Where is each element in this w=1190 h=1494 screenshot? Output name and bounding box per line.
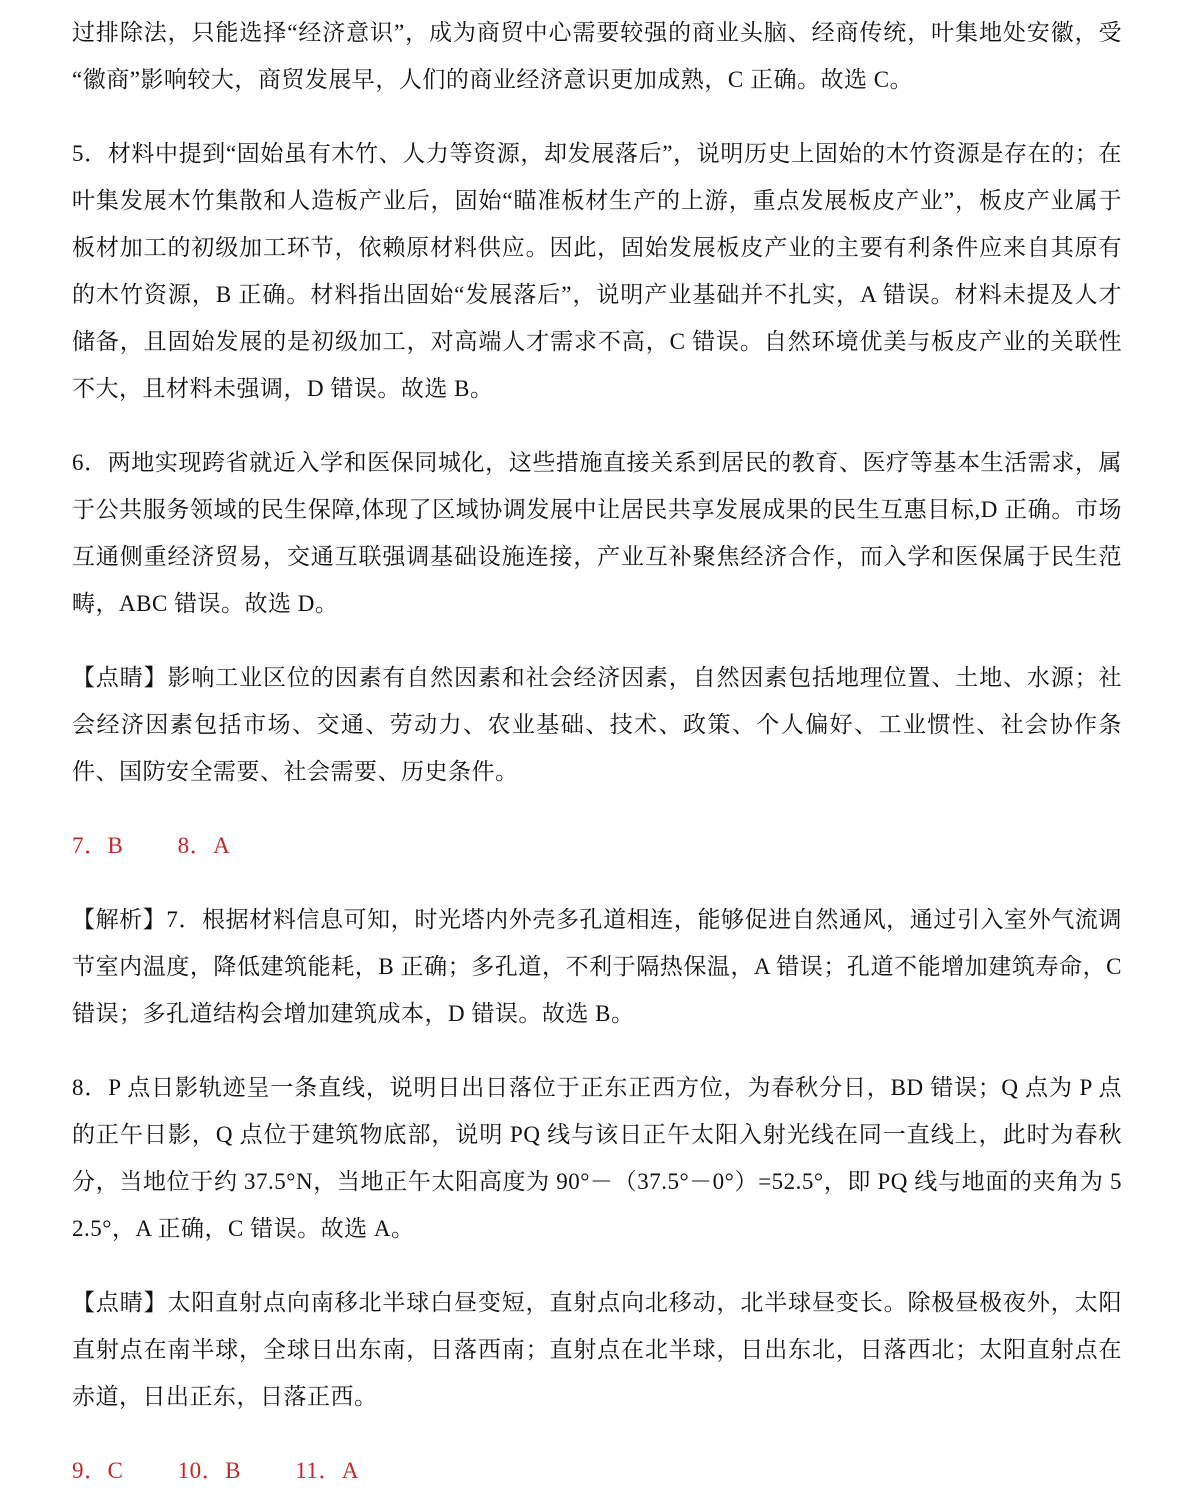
answer-q10: 10．B bbox=[177, 1458, 241, 1483]
paragraph-q7-explanation: 【解析】7．根据材料信息可知，时光塔内外壳多孔道相连，能够促进自然通风，通过引入室外气流调节室内温度，降低建筑能耗，B 正确；多孔道，不利于隔热保温，A 错误；孔道不能增加建筑寿命，C 错误；多孔道结构会增加建筑成本，D 错误。故选 B。 bbox=[72, 907, 1122, 1026]
paragraph-dianjing-sun-declination: 【点睛】太阳直射点向南移北半球白昼变短，直射点向北移动，北半球昼变长。除极昼极夜外，太阳直射点在南半球，全球日出东南，日落西南；直射点在北半球，日出东北，日落西北；太阳直射点在赤道，日出正东，日落正西。 bbox=[72, 1290, 1122, 1409]
paragraph-q4-explanation-continuation: 过排除法，只能选择“经济意识”，成为商贸中心需要较强的商业头脑、经商传统，叶集地处安徽，受“徽商”影响较大，商贸发展早，人们的商业经济意识更加成熟，C 正确。故选 C。 bbox=[72, 20, 1122, 92]
answer-q8: 8．A bbox=[177, 833, 231, 858]
paragraph-q5-explanation: 5．材料中提到“固始虽有木竹、人力等资源，却发展落后”，说明历史上固始的木竹资源是存在的；在叶集发展木竹集散和人造板产业后，固始“瞄准板材生产的上游，重点发展板皮产业”，板皮产业属于板材加工的初级加工环节，依赖原材料供应。因此，固始发展板皮产业的主要有利条件应来自其原有的木竹资源，B 正确。材料指出固始“发展落后”，说明产业基础并不扎实，A 错误。材料未提及人才储备，且固始发展的是初级加工，对高端人才需求不高，C 错误。自然环境优美与板皮产业的关联性不大，且材料未强调，D 错误。故选 B。 bbox=[72, 141, 1122, 401]
answer-line-9-10-11 bbox=[72, 1447, 1122, 1494]
paragraph-q8-explanation: 8．P 点日影轨迹呈一条直线，说明日出日落位于正东正西方位，为春秋分日，BD 错误；Q 点为 P 点的正午日影，Q 点位于建筑物底部，说明 PQ 线与该日正午太阳入射光线在同一直线上，此时为春秋分，当地位于约 37.5°N，当地正午太阳高度为 90°－（37.5°－0°）=52.5°，即 PQ 线与地面的夹角为 52.5°，A 正确，C 错误。故选 A。 bbox=[72, 1075, 1122, 1241]
answer-q11: 11．A bbox=[295, 1458, 359, 1483]
answer-q7: 7．B bbox=[72, 833, 124, 858]
answer-line-7-8 bbox=[72, 822, 1122, 869]
paragraph-dianjing-industrial-location: 【点睛】影响工业区位的因素有自然因素和社会经济因素，自然因素包括地理位置、土地、水源；社会经济因素包括市场、交通、劳动力、农业基础、技术、政策、个人偏好、工业惯性、社会协作条件、国防安全需要、社会需要、历史条件。 bbox=[72, 665, 1122, 784]
answer-q9: 9．C bbox=[72, 1458, 124, 1483]
paragraph-q6-explanation: 6．两地实现跨省就近入学和医保同城化，这些措施直接关系到居民的教育、医疗等基本生活需求，属于公共服务领域的民生保障,体现了区域协调发展中让居民共享发展成果的民生互惠目标,D 正确。市场互通侧重经济贸易，交通互联强调基础设施连接，产业互补聚焦经济合作，而入学和医保属于民生范畴，ABC 错误。故选 D。 bbox=[72, 450, 1122, 616]
